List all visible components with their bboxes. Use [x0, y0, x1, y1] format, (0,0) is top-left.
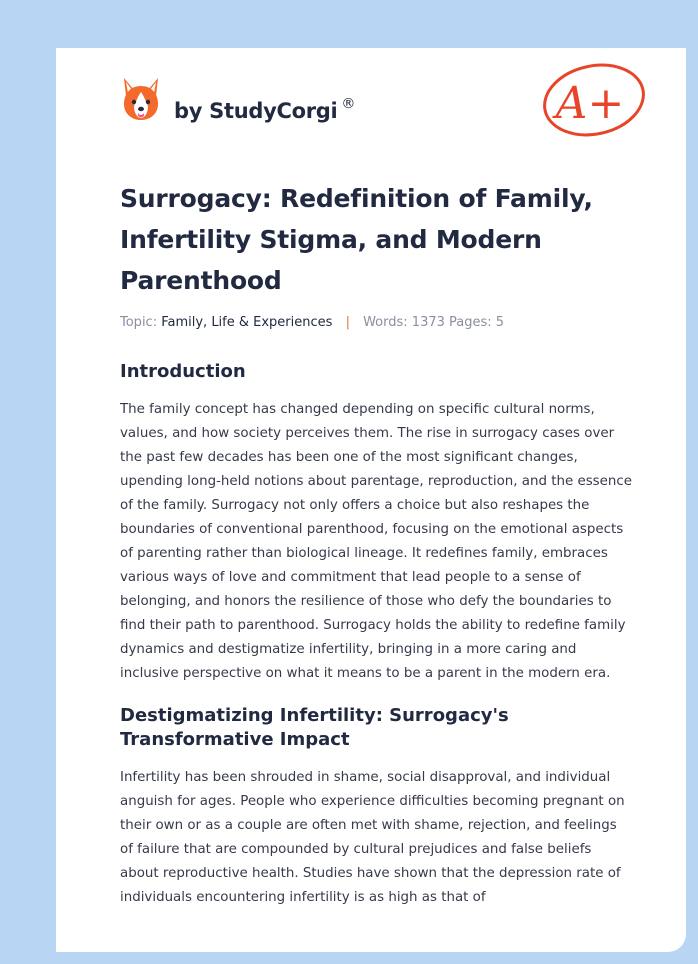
- corgi-logo-icon: [120, 76, 162, 122]
- section-heading-destigmatizing: Destigmatizing Infertility: Surrogacy's Transformative Impact: [120, 705, 509, 750]
- brand-text: by StudyCorgi: [174, 99, 338, 123]
- page-shadow-strip: [686, 48, 698, 964]
- essay-page: [56, 48, 686, 952]
- page-count: Pages: 5: [449, 315, 505, 330]
- grade-text: A+: [555, 78, 625, 129]
- meta-separator: |: [345, 315, 350, 330]
- section-paragraph-introduction: The family concept has changed depending on specific cultural norms, values, and how society perceives them. The rise in surrogacy cases over the past few decades has been one of the most significant changes, upending long-held notions about parentage, reproduction, and the essence of the family. Surrogacy not only offers a choice but also reshapes the boundaries of conventional parenthood, focusing on the emotional aspects of parenting rather than biological lineage. It redefines family, embraces various ways of love and commitment that lead people to a sense of belonging, and honors the resilience of those who defy the boundaries to find their path to parenthood. Surrogacy holds the ability to redefine family dynamics and destigmatize infertility, bringing in a more caring and inclusive perspective on what it means to be a parent in the modern era.: [120, 402, 632, 681]
- section-heading-introduction: Introduction: [120, 361, 246, 382]
- essay-title: Surrogacy: Redefinition of Family, Infertility Stigma, and Modern Parenthood: [120, 184, 593, 295]
- grade-a-plus-badge: [538, 58, 648, 138]
- topic-label: Topic:: [120, 315, 158, 330]
- section-paragraph-destigmatizing: Infertility has been shrouded in shame, social disapproval, and individual anguish for ages. People who experience difficulties becoming pregnant on their own or as a couple are often met with shame, rejection, and feelings of failure that are compounded by cultural prejudices and false beliefs about reproductive health. Studies have shown that the depression rate of individuals encountering infertility is as high as that of: [120, 770, 625, 905]
- page-header: [56, 48, 686, 178]
- essay-content: [120, 178, 632, 910]
- essay-meta: [120, 315, 632, 330]
- brand-name: [174, 96, 355, 123]
- word-count: Words: 1373: [363, 315, 445, 330]
- topic-link[interactable]: Family, Life & Experiences: [161, 315, 333, 330]
- registered-mark: ®: [341, 96, 356, 112]
